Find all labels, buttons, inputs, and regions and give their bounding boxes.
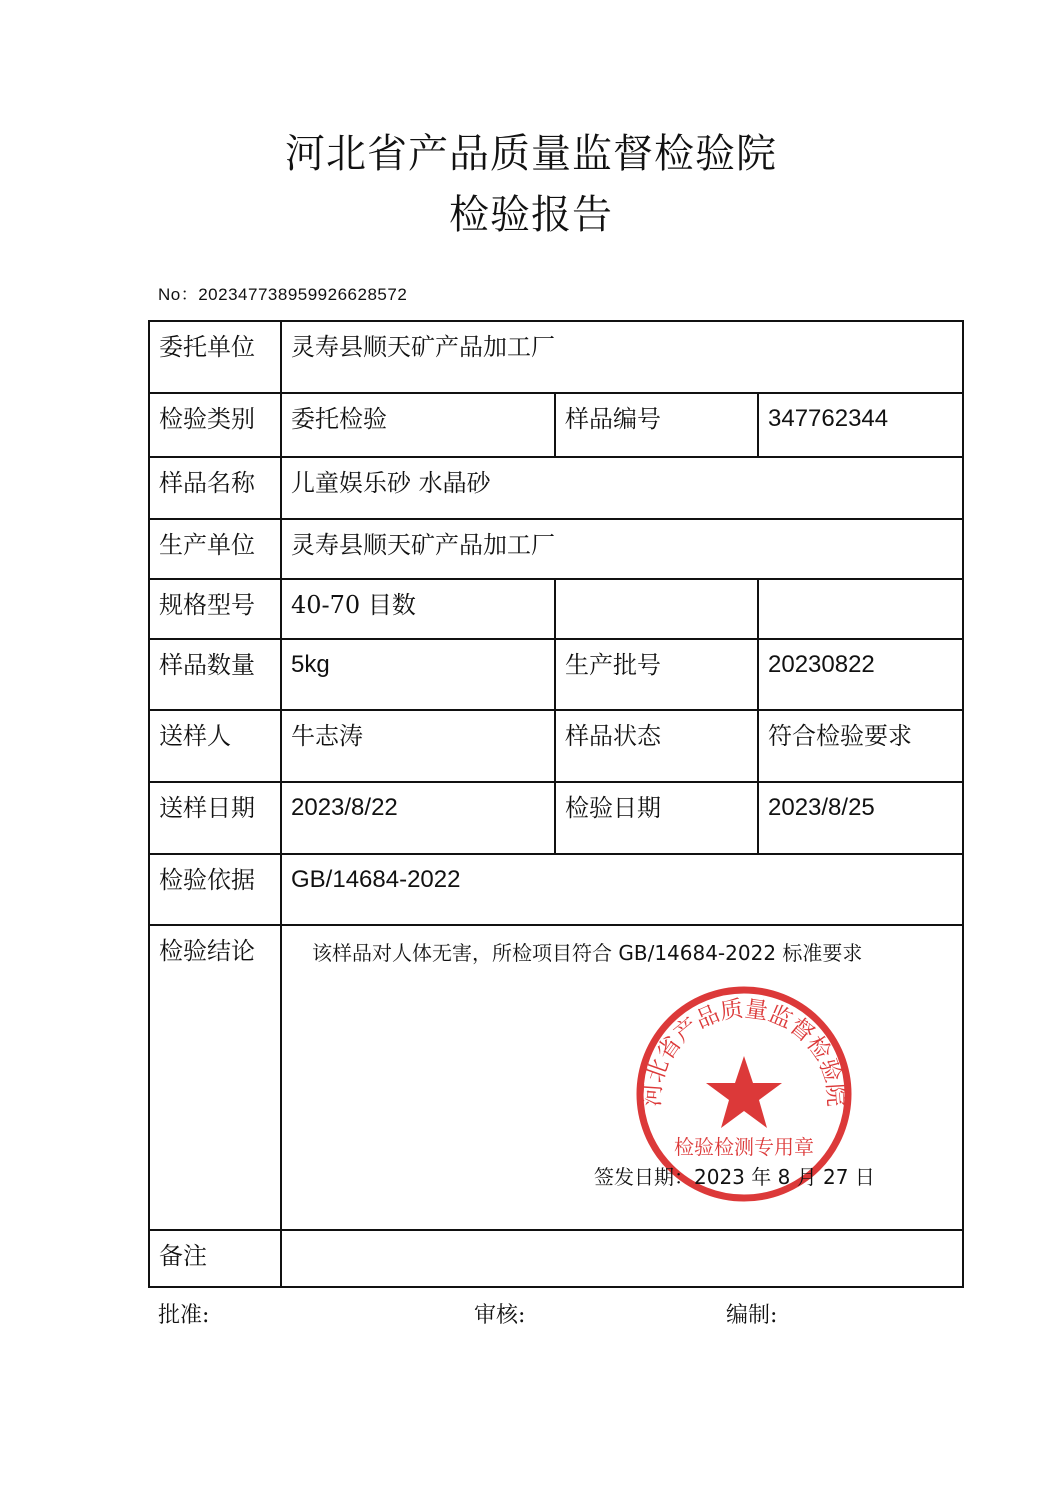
sender-value: 牛志涛	[281, 710, 555, 782]
empty-cell	[758, 579, 963, 639]
institute-title: 河北省产品质量监督检验院	[285, 131, 777, 177]
remarks-label: 备注	[149, 1230, 281, 1287]
approve-label: 批准:	[158, 1303, 210, 1328]
sample-name-label: 样品名称	[149, 457, 281, 519]
report-title: 检验报告	[449, 192, 613, 238]
basis-label: 检验依据	[149, 854, 281, 925]
spec-value: 40-70 目数	[281, 579, 555, 639]
sample-no-value: 347762344	[758, 393, 963, 457]
remarks-value	[281, 1230, 963, 1287]
basis-value: GB/14684-2022	[281, 854, 963, 925]
sample-state-label: 样品状态	[555, 710, 758, 782]
send-date-value: 2023/8/22	[281, 782, 555, 854]
inspect-date-label: 检验日期	[555, 782, 758, 854]
report-number: No：202347738959926628572	[158, 285, 408, 304]
send-date-label: 送样日期	[149, 782, 281, 854]
inspection-type-label: 检验类别	[149, 393, 281, 457]
quantity-value: 5kg	[281, 639, 555, 710]
report-table	[148, 320, 964, 1288]
batch-value: 20230822	[758, 639, 963, 710]
conclusion-cell	[281, 925, 963, 1230]
seal-arc-text: 河北省产品质量监督检验院	[639, 996, 849, 1108]
quantity-label: 样品数量	[149, 639, 281, 710]
inspection-type-value: 委托检验	[281, 393, 555, 457]
review-label: 审核:	[474, 1303, 526, 1328]
sender-label: 送样人	[149, 710, 281, 782]
seal-star-icon	[706, 1056, 782, 1128]
client-value: 灵寿县顺天矿产品加工厂	[281, 321, 963, 393]
manufacturer-value: 灵寿县顺天矿产品加工厂	[281, 519, 963, 579]
issue-date: 签发日期：2023 年 8 月 27 日	[594, 1165, 875, 1189]
inspect-date-value: 2023/8/25	[758, 782, 963, 854]
client-label: 委托单位	[149, 321, 281, 393]
seal-bottom-text: 检验检测专用章	[674, 1135, 814, 1159]
empty-cell	[555, 579, 758, 639]
compile-label: 编制:	[726, 1303, 778, 1328]
conclusion-label: 检验结论	[149, 925, 281, 1230]
sample-name-value: 儿童娱乐砂 水晶砂	[281, 457, 963, 519]
batch-label: 生产批号	[555, 639, 758, 710]
spec-label: 规格型号	[149, 579, 281, 639]
sample-no-label: 样品编号	[555, 393, 758, 457]
conclusion-text: 该样品对人体无害，所检项目符合 GB/14684-2022 标准要求	[312, 941, 863, 965]
sample-state-value: 符合检验要求	[758, 710, 963, 782]
manufacturer-label: 生产单位	[149, 519, 281, 579]
